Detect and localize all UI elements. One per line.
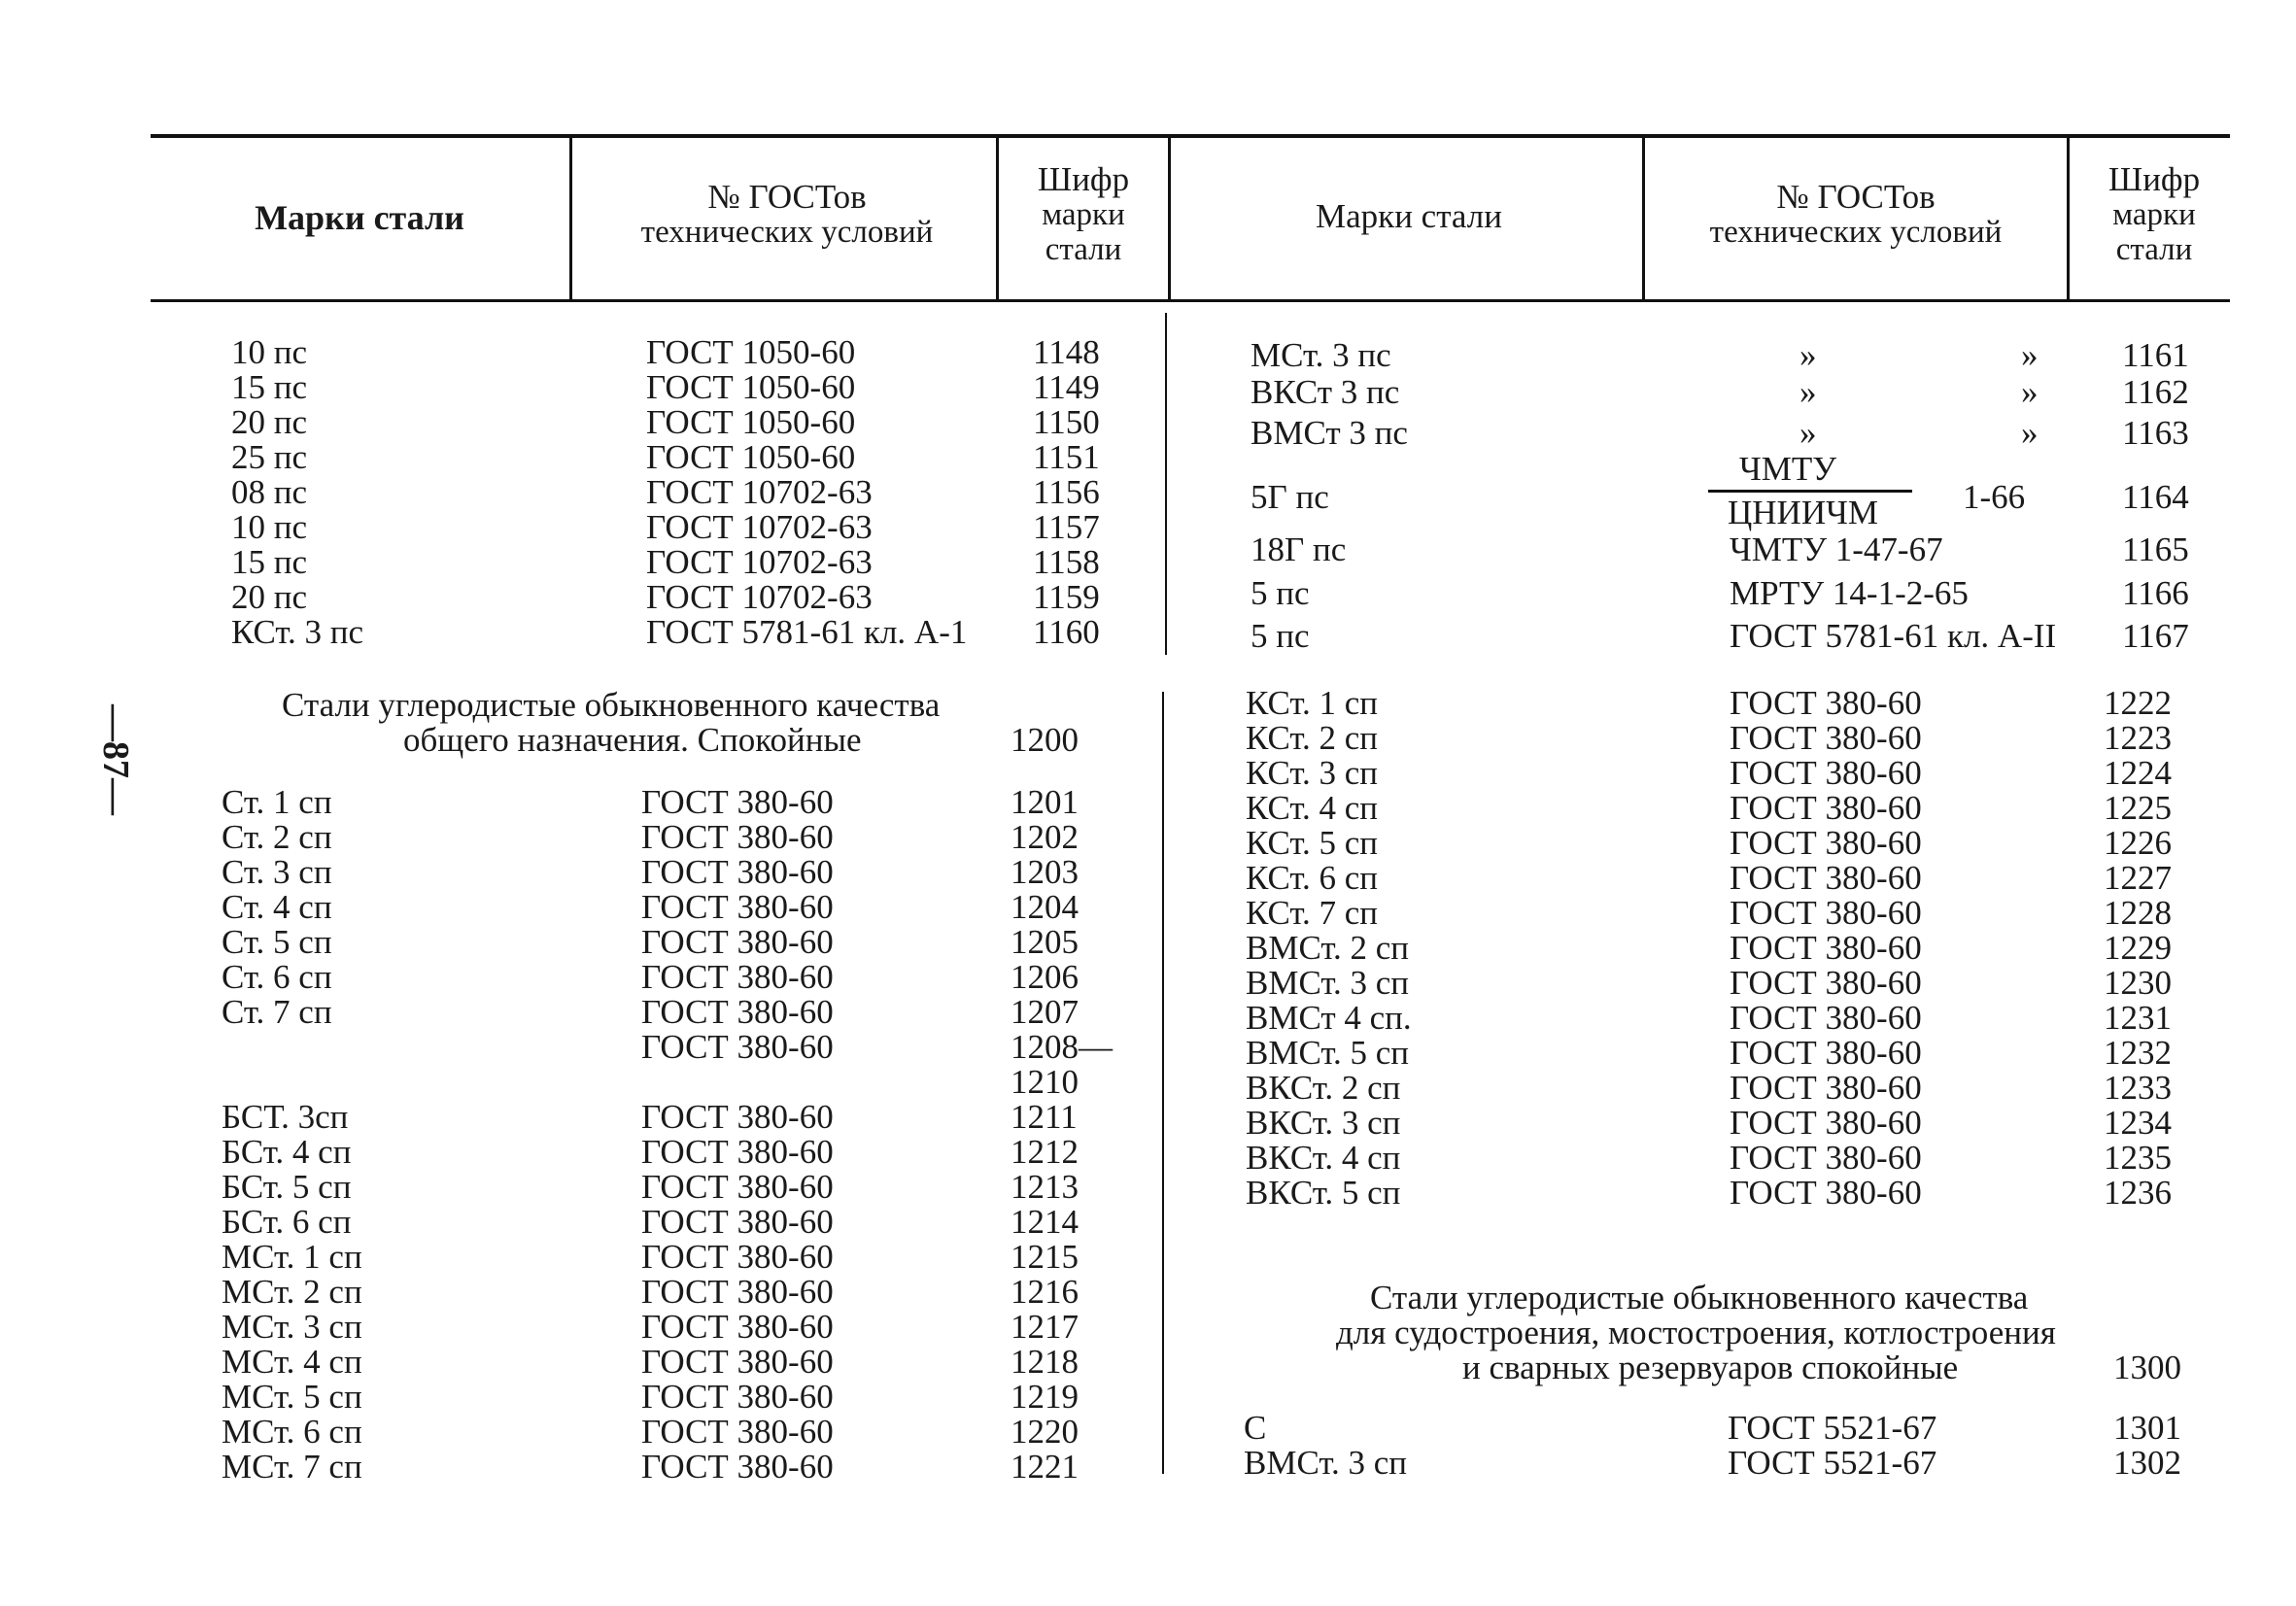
right-section-code: 1300 xyxy=(2113,1349,2181,1386)
right-ks-rows-code: 1227 xyxy=(2104,859,2172,897)
header-left-code-3: стали xyxy=(1045,232,1122,267)
left-bottom-grade: БСт. 4 сп xyxy=(222,1133,352,1171)
left-top-rows-gost: ГОСТ 10702-63 xyxy=(646,578,873,616)
header-left-gost-1: № ГОСТов xyxy=(707,178,867,216)
left-bottom-gost: ГОСТ 380-60 xyxy=(641,1448,834,1486)
right-ks-rows-grade: ВКСт. 3 сп xyxy=(1246,1104,1401,1142)
right-top-ditto-1: » xyxy=(1799,336,1817,374)
left-top-rows-grade: 15 пс xyxy=(231,543,308,581)
right-ks-rows-grade: ВКСт. 4 сп xyxy=(1246,1139,1401,1177)
right-fraction-suffix: 1-66 xyxy=(1963,478,2026,516)
right-ks-rows-grade: ВМСт. 3 сп xyxy=(1246,964,1410,1002)
right-ks-rows-code: 1234 xyxy=(2104,1104,2172,1142)
right-ks-rows-code: 1226 xyxy=(2104,824,2172,862)
left-top-rows-code: 1150 xyxy=(1033,403,1100,441)
right-ks-rows-gost: ГОСТ 380-60 xyxy=(1730,684,1922,722)
left-bottom-gost: ГОСТ 380-60 xyxy=(641,1413,834,1451)
left-bottom-gost: ГОСТ 380-60 xyxy=(641,1343,834,1381)
right-mid-grade: 18Г пс xyxy=(1251,530,1347,568)
left-bottom-gost: ГОСТ 380-60 xyxy=(641,1273,834,1311)
right-top-code: 1162 xyxy=(2122,373,2189,411)
right-bottom-code: 1301 xyxy=(2113,1409,2181,1447)
right-mid-gost: ГОСТ 5781-61 кл. А-II xyxy=(1730,617,2057,655)
right-ks-rows-gost: ГОСТ 380-60 xyxy=(1730,1139,1922,1177)
left-bottom-gost: ГОСТ 380-60 xyxy=(641,993,834,1031)
right-top-ditto-1: » xyxy=(1799,373,1817,411)
left-bottom-grade: МСт. 1 сп xyxy=(222,1238,362,1276)
header-divider-5 xyxy=(2067,138,2070,299)
body-center-divider-top xyxy=(1165,313,1167,655)
left-bottom-grade: Ст. 3 сп xyxy=(222,853,332,891)
right-ks-rows-gost: ГОСТ 380-60 xyxy=(1730,1174,1922,1212)
right-ks-rows-gost: ГОСТ 380-60 xyxy=(1730,824,1922,862)
left-bottom-gost: ГОСТ 380-60 xyxy=(641,783,834,821)
right-top-ditto-2: » xyxy=(2021,336,2039,374)
right-bottom-grade: С xyxy=(1244,1409,1267,1447)
left-section-code: 1200 xyxy=(1011,721,1079,759)
right-ks-rows-grade: КСт. 3 сп xyxy=(1246,754,1379,792)
left-top-rows-grade: 20 пс xyxy=(231,578,308,616)
right-ks-rows-grade: ВКСт. 5 сп xyxy=(1246,1174,1401,1212)
left-bottom-code: 1210 xyxy=(1011,1063,1079,1101)
left-bottom-gost: ГОСТ 380-60 xyxy=(641,853,834,891)
right-ks-rows-code: 1224 xyxy=(2104,754,2172,792)
right-bottom-grade: ВМСт. 3 сп xyxy=(1244,1444,1408,1482)
left-bottom-grade: МСт. 4 сп xyxy=(222,1343,362,1381)
right-mid-code: 1165 xyxy=(2122,530,2189,568)
left-bottom-grade: Ст. 2 сп xyxy=(222,818,332,856)
left-bottom-code: 1206 xyxy=(1011,958,1079,996)
left-bottom-code: 1220 xyxy=(1011,1413,1079,1451)
right-mid-gost: ЧМТУ 1-47-67 xyxy=(1730,530,1943,568)
left-bottom-gost: ГОСТ 380-60 xyxy=(641,1238,834,1276)
left-bottom-grade: Ст. 7 сп xyxy=(222,993,332,1031)
right-ks-rows-code: 1235 xyxy=(2104,1139,2172,1177)
left-bottom-code: 1205 xyxy=(1011,923,1079,961)
left-bottom-code: 1213 xyxy=(1011,1168,1079,1206)
header-left-code-2: марки xyxy=(1042,197,1125,232)
right-ks-rows-grade: ВМСт 4 сп. xyxy=(1246,999,1412,1037)
right-bottom-gost: ГОСТ 5521-67 xyxy=(1728,1444,1937,1482)
left-bottom-code: 1207 xyxy=(1011,993,1079,1031)
right-top-grade: ВКСт 3 пс xyxy=(1251,373,1400,411)
right-top-ditto-1: » xyxy=(1799,414,1817,452)
right-ks-rows-gost: ГОСТ 380-60 xyxy=(1730,929,1922,967)
header-divider-4 xyxy=(1642,138,1645,299)
right-ks-rows-gost: ГОСТ 380-60 xyxy=(1730,964,1922,1002)
right-ks-rows-grade: ВМСт. 2 сп xyxy=(1246,929,1410,967)
right-bottom-gost: ГОСТ 5521-67 xyxy=(1728,1409,1937,1447)
header-right-gost-2: технических условий xyxy=(1709,215,2003,250)
left-bottom-gost: ГОСТ 380-60 xyxy=(641,1098,834,1136)
left-bottom-gost: ГОСТ 380-60 xyxy=(641,1203,834,1241)
right-top-ditto-2: » xyxy=(2021,373,2039,411)
header-left-gost-2: технических условий xyxy=(640,215,934,250)
left-top-rows-gost: ГОСТ 10702-63 xyxy=(646,473,873,511)
right-top-ditto-2: » xyxy=(2021,414,2039,452)
right-bottom-code: 1302 xyxy=(2113,1444,2181,1482)
left-bottom-code: 1217 xyxy=(1011,1308,1079,1346)
left-top-rows-grade: 20 пс xyxy=(231,403,308,441)
left-top-rows-code: 1151 xyxy=(1033,438,1100,476)
header-right-grade: Марки стали xyxy=(1316,197,1502,235)
left-top-rows-code: 1158 xyxy=(1033,543,1100,581)
left-top-rows-gost: ГОСТ 5781-61 кл. А-1 xyxy=(646,613,968,651)
right-mid-grade: 5 пс xyxy=(1251,574,1310,612)
left-top-rows-grade: 25 пс xyxy=(231,438,308,476)
header-divider-3 xyxy=(1168,138,1171,299)
right-mid-gost: МРТУ 14-1-2-65 xyxy=(1730,574,1969,612)
right-fraction-grade: 5Г пс xyxy=(1251,478,1329,516)
left-bottom-grade: МСт. 7 сп xyxy=(222,1448,362,1486)
right-ks-rows-grade: КСт. 7 сп xyxy=(1246,894,1379,932)
left-top-rows-grade: 15 пс xyxy=(231,368,308,406)
right-ks-rows-code: 1222 xyxy=(2104,684,2172,722)
right-ks-rows-grade: ВКСт. 2 сп xyxy=(1246,1069,1401,1107)
right-ks-rows-gost: ГОСТ 380-60 xyxy=(1730,719,1922,757)
left-section-line1: Стали углеродистые обыкновенного качества xyxy=(282,686,941,724)
left-bottom-code: 1212 xyxy=(1011,1133,1079,1171)
left-top-rows-grade: 10 пс xyxy=(231,333,308,371)
right-fraction-numerator: ЧМТУ xyxy=(1739,450,1837,488)
right-ks-rows-gost: ГОСТ 380-60 xyxy=(1730,894,1922,932)
header-left-grade: Марки стали xyxy=(255,198,464,237)
left-bottom-grade: БСт. 5 сп xyxy=(222,1168,352,1206)
left-bottom-grade: Ст. 5 сп xyxy=(222,923,332,961)
left-bottom-grade: МСт. 3 сп xyxy=(222,1308,362,1346)
right-ks-rows-gost: ГОСТ 380-60 xyxy=(1730,1104,1922,1142)
right-ks-rows-gost: ГОСТ 380-60 xyxy=(1730,754,1922,792)
right-section-line1: Стали углеродистые обыкновенного качества xyxy=(1370,1279,2029,1316)
right-ks-rows-code: 1228 xyxy=(2104,894,2172,932)
right-ks-rows-grade: КСт. 2 сп xyxy=(1246,719,1379,757)
left-top-rows-gost: ГОСТ 10702-63 xyxy=(646,543,873,581)
left-bottom-gost: ГОСТ 380-60 xyxy=(641,818,834,856)
right-ks-rows-code: 1236 xyxy=(2104,1174,2172,1212)
right-ks-rows-code: 1229 xyxy=(2104,929,2172,967)
right-top-code: 1161 xyxy=(2122,336,2189,374)
left-top-rows-grade: 10 пс xyxy=(231,508,308,546)
right-ks-rows-grade: КСт. 4 сп xyxy=(1246,789,1379,827)
right-ks-rows-code: 1230 xyxy=(2104,964,2172,1002)
left-bottom-grade: Ст. 4 сп xyxy=(222,888,332,926)
left-bottom-grade: БСТ. 3сп xyxy=(222,1098,349,1136)
left-bottom-gost: ГОСТ 380-60 xyxy=(641,923,834,961)
right-mid-code: 1166 xyxy=(2122,574,2189,612)
right-ks-rows-code: 1232 xyxy=(2104,1034,2172,1072)
left-bottom-code: 1214 xyxy=(1011,1203,1079,1241)
right-top-grade: МСт. 3 пс xyxy=(1251,336,1391,374)
left-top-rows-code: 1160 xyxy=(1033,613,1100,651)
right-fraction-code: 1164 xyxy=(2122,478,2189,516)
left-bottom-gost: ГОСТ 380-60 xyxy=(641,958,834,996)
left-bottom-gost: ГОСТ 380-60 xyxy=(641,1028,834,1066)
right-mid-grade: 5 пс xyxy=(1251,617,1310,655)
header-right-gost-1: № ГОСТов xyxy=(1776,178,1936,216)
left-bottom-code: 1211 xyxy=(1011,1098,1078,1136)
left-bottom-code: 1203 xyxy=(1011,853,1079,891)
left-bottom-code: 1208— xyxy=(1011,1028,1113,1066)
body-center-divider-bottom xyxy=(1162,692,1164,1474)
left-bottom-grade: Ст. 1 сп xyxy=(222,783,332,821)
right-ks-rows-gost: ГОСТ 380-60 xyxy=(1730,1069,1922,1107)
left-top-rows-code: 1156 xyxy=(1033,473,1100,511)
left-bottom-code: 1216 xyxy=(1011,1273,1079,1311)
left-bottom-code: 1215 xyxy=(1011,1238,1079,1276)
left-bottom-code: 1219 xyxy=(1011,1378,1079,1416)
right-ks-rows-code: 1225 xyxy=(2104,789,2172,827)
left-bottom-code: 1204 xyxy=(1011,888,1079,926)
header-right-code-3: стали xyxy=(2115,232,2193,267)
left-top-rows-code: 1157 xyxy=(1033,508,1100,546)
right-ks-rows-grade: КСт. 1 сп xyxy=(1246,684,1379,722)
right-ks-rows-code: 1223 xyxy=(2104,719,2172,757)
right-section-line3: и сварных резервуаров спокойные xyxy=(1462,1349,1959,1386)
left-bottom-code: 1202 xyxy=(1011,818,1079,856)
right-ks-rows-grade: ВМСт. 5 сп xyxy=(1246,1034,1410,1072)
right-ks-rows-grade: КСт. 5 сп xyxy=(1246,824,1379,862)
right-ks-rows-code: 1231 xyxy=(2104,999,2172,1037)
left-bottom-grade: Ст. 6 сп xyxy=(222,958,332,996)
right-ks-rows-grade: КСт. 6 сп xyxy=(1246,859,1379,897)
left-top-rows-code: 1148 xyxy=(1033,333,1100,371)
fraction-bar xyxy=(1708,490,1912,493)
top-rule xyxy=(151,134,2230,138)
right-mid-code: 1167 xyxy=(2122,617,2189,655)
left-top-rows-gost: ГОСТ 1050-60 xyxy=(646,438,856,476)
left-bottom-gost: ГОСТ 380-60 xyxy=(641,1133,834,1171)
right-fraction-denominator: ЦНИИЧМ xyxy=(1728,494,1878,531)
header-right-code-1: Шифр xyxy=(2108,160,2201,198)
header-divider-2 xyxy=(996,138,999,299)
left-top-rows-gost: ГОСТ 1050-60 xyxy=(646,333,856,371)
left-bottom-gost: ГОСТ 380-60 xyxy=(641,1168,834,1206)
left-bottom-grade: МСт. 5 сп xyxy=(222,1378,362,1416)
left-bottom-code: 1201 xyxy=(1011,783,1079,821)
left-top-rows-gost: ГОСТ 1050-60 xyxy=(646,403,856,441)
header-right-code-2: марки xyxy=(2112,197,2196,232)
right-top-code: 1163 xyxy=(2122,414,2189,452)
left-bottom-code: 1218 xyxy=(1011,1343,1079,1381)
header-left-code-1: Шифр xyxy=(1037,160,1130,198)
left-section-line2: общего назначения. Спокойные xyxy=(403,721,862,759)
left-bottom-grade: БСт. 6 сп xyxy=(222,1203,352,1241)
left-bottom-gost: ГОСТ 380-60 xyxy=(641,1308,834,1346)
left-top-rows-grade: КСт. 3 пс xyxy=(231,613,364,651)
left-bottom-code: 1221 xyxy=(1011,1448,1079,1486)
left-bottom-gost: ГОСТ 380-60 xyxy=(641,888,834,926)
left-top-rows-code: 1159 xyxy=(1033,578,1100,616)
left-top-rows-gost: ГОСТ 10702-63 xyxy=(646,508,873,546)
left-bottom-gost: ГОСТ 380-60 xyxy=(641,1378,834,1416)
page-number: —87— xyxy=(95,704,136,815)
header-bottom-rule xyxy=(151,299,2230,302)
header-divider-1 xyxy=(569,138,572,299)
left-top-rows-grade: 08 пс xyxy=(231,473,308,511)
right-ks-rows-gost: ГОСТ 380-60 xyxy=(1730,1034,1922,1072)
right-ks-rows-gost: ГОСТ 380-60 xyxy=(1730,999,1922,1037)
right-top-grade: ВМСт 3 пс xyxy=(1251,414,1408,452)
left-bottom-grade: МСт. 2 сп xyxy=(222,1273,362,1311)
right-ks-rows-code: 1233 xyxy=(2104,1069,2172,1107)
right-ks-rows-gost: ГОСТ 380-60 xyxy=(1730,789,1922,827)
right-section-line2: для судостроения, мостостроения, котлостроения xyxy=(1336,1314,2056,1351)
right-ks-rows-gost: ГОСТ 380-60 xyxy=(1730,859,1922,897)
left-bottom-grade: МСт. 6 сп xyxy=(222,1413,362,1451)
left-top-rows-code: 1149 xyxy=(1033,368,1100,406)
left-top-rows-gost: ГОСТ 1050-60 xyxy=(646,368,856,406)
